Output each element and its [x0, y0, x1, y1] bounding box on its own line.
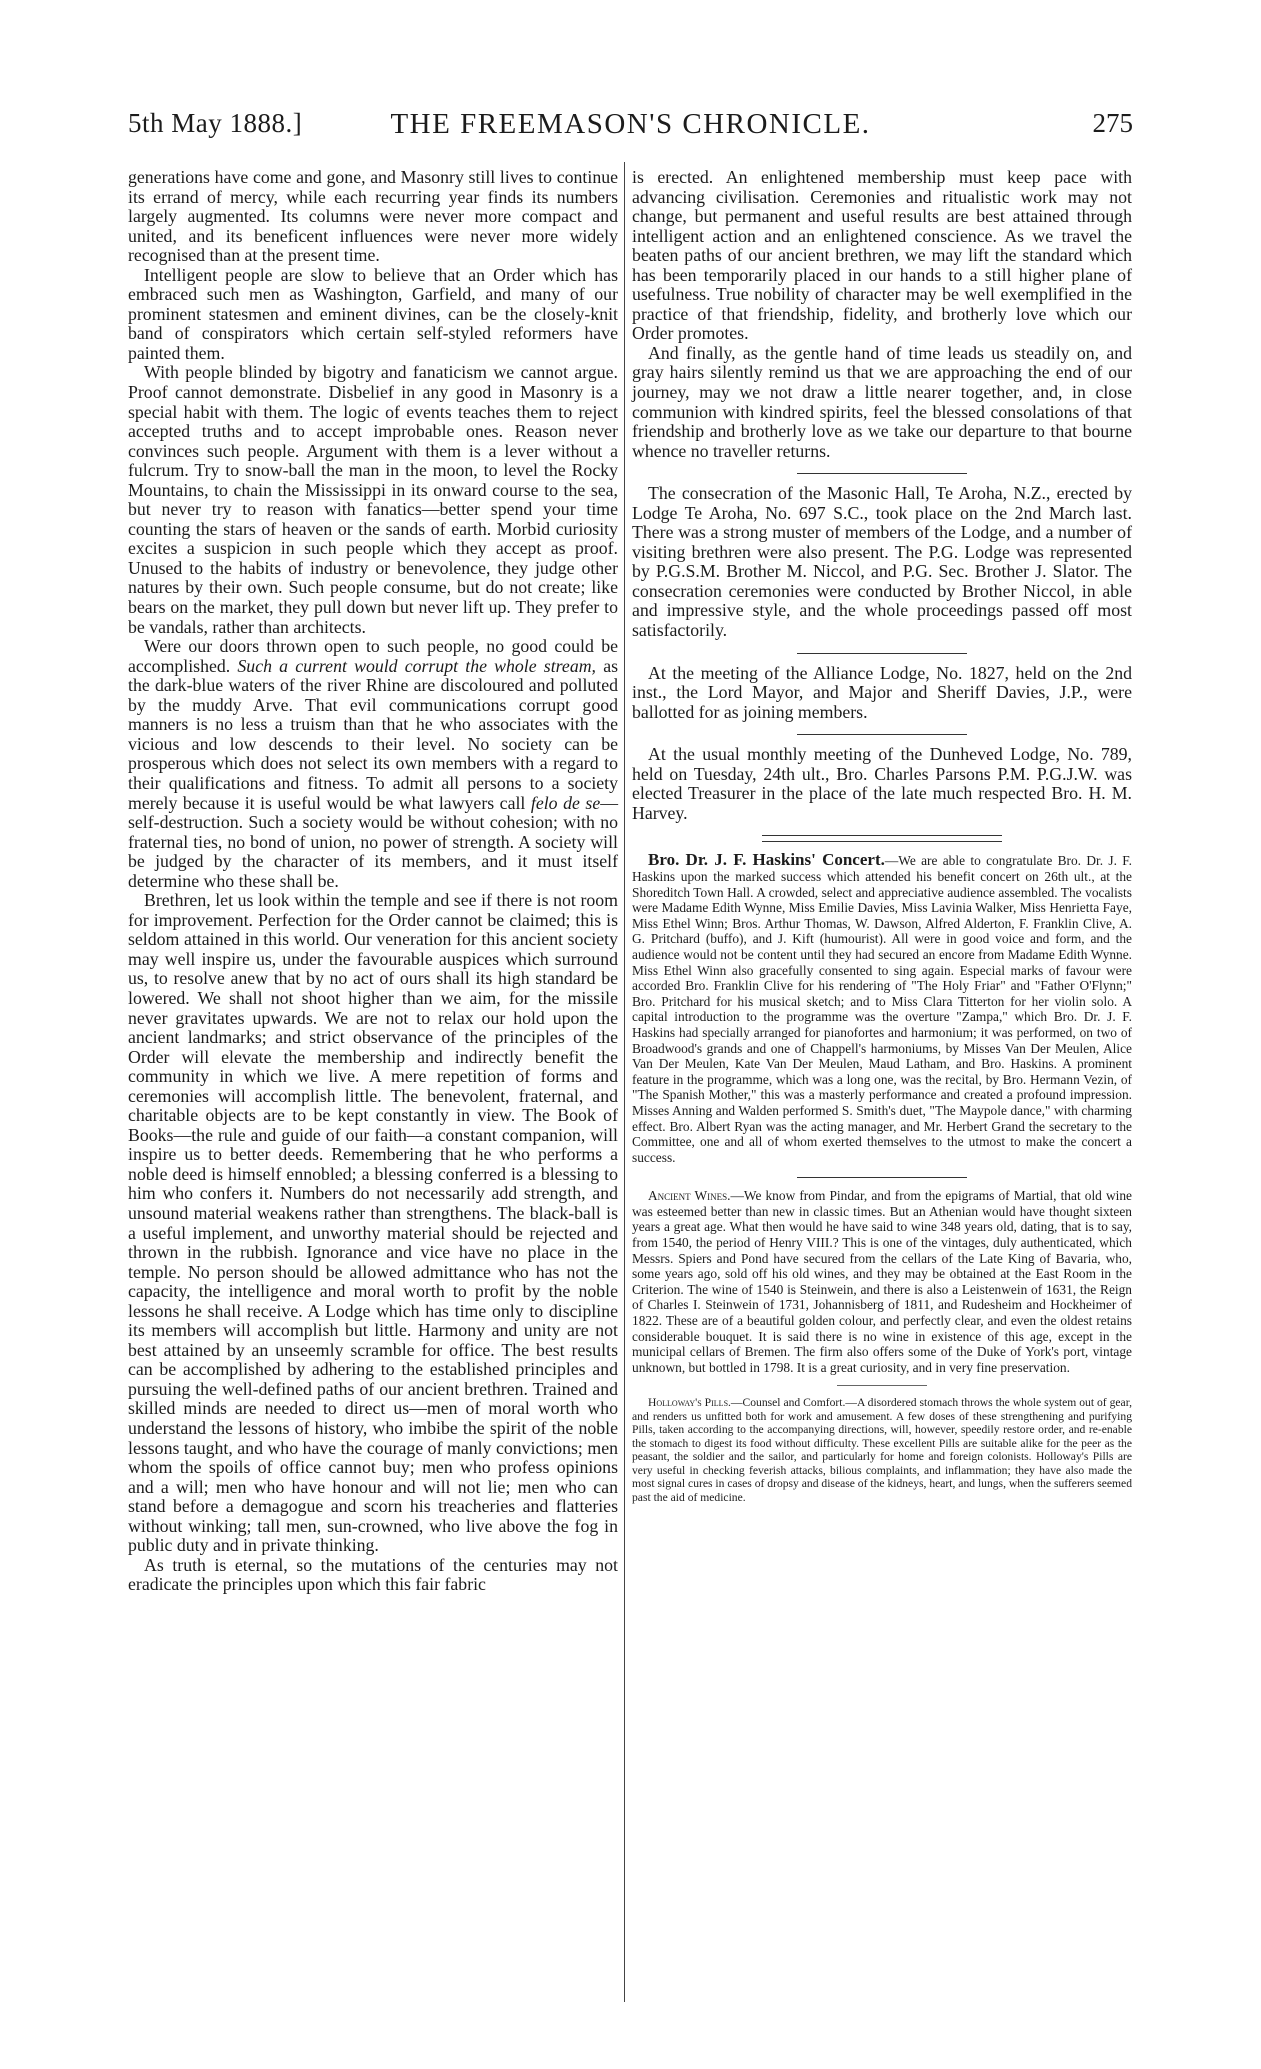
- right-column: [632, 168, 1132, 1504]
- article-continuation-paragraph: is erected. An enlightened membership must keep pace with advancing civilisation. Ceremonies and ritualistic work may not change, but permanent and useful results are best attained through intelligent action and an enlightened conscience. As we travel the beaten paths of our ancient brethren, we may lift the standard which has been temporarily placed in our hands to a still higher plane of usefulness. True nobility of character may be well exemplified in the practice of that friendship, fidelity, and brotherly love which our Order promotes.: [632, 167, 1132, 344]
- article-paragraph-6: As truth is eternal, so the mutations of the centuries may not eradicate the principles upon which this fair fabric: [128, 1554, 618, 1595]
- paragraph-4-italic-phrase: Such a current would corrupt the whole stream,: [237, 655, 596, 676]
- concert-body: —We are able to congratulate Bro. Dr. J. F. Haskins upon the marked success which attended his benefit concert on 26th ult., at the Shoreditch Town Hall. A crowded, select and appreciative audience assembled. The vocalists were Madame Edith Wynne, Miss Emilie Davies, Miss Lavinia Walker, Miss Henrietta Faye, Miss Ethel Winn; Bros. Arthur Thomas, W. Dawson, Alfred Alderton, F. Franklin Clive, A. G. Pritchard (buffo), and J. Kift (humourist). All were in good voice and form, and the audience would not be content until they had secured an encore from Madame Edith Wynne. Miss Ethel Winn also gracefully consented to sing again. Especial marks of favour were accorded Bro. Franklin Clive for his rendering of "The Holy Friar" and "Father O'Flynn;" Bro. Pritchard for his musical sketch; and to Miss Clara Titterton for her violin solo. A capital introduction to the programme was the overture "Zampa," which Bro. Dr. J. F. Haskins had specially arranged for pianofortes and harmonium; it was performed, on two of Broadwood's grands and one of Chappell's harmoniums, by Misses Van Der Meulen, Alice Van Der Meulen, Kate Van Der Meulen, Maud Latham, and Bro. Haskins. A prominent feature in the programme, which was a long one, was the recital, by Bro. Hermann Vezin, of "The Spanish Mother," this was a masterly performance and created a profound impression. Misses Anning and Walden performed S. Smith's duet, "The Maypole dance," with charming effect. Bro. Albert Ryan was the acting manager, and Mr. Herbert Grand the secretary to the Committee, one and all of whom exerted themselves to the utmost to make the concert a success.: [632, 853, 1132, 1165]
- section-divider: [837, 1385, 927, 1386]
- ancient-wines-body: —We know from Pindar, and from the epigrams of Martial, that old wine was esteemed better than new in classic times. But an Athenian would have thought sixteen years a great age. What then would he have said to wine 348 years old, dating, that is to say, from 1540, the period of Henry VIII.? This is one of the vintages, duly authenticated, which Messrs. Spiers and Pond have secured from the cellars of the Late King of Bavaria, who, some years ago, sold off his old wines, and they may be obtained at the East Room in the Criterion. The wine of 1540 is Steinwein, and there is also a Leistenwein of 1631, the Reign of Charles I. Steinwein of 1731, Johannisberg of 1811, and Rudesheim and Hockheimer of 1822. These are of a beautiful golden colour, and perfectly clear, and even the oldest retains considerable bouquet. It is said there is no wine in existence of this age, except in the municipal cellars of Bremen. The firm also offers some of the Duke of York's port, vintage unknown, but bottled in 1798. It is a great curiosity, and in very fine preservation.: [632, 1188, 1132, 1375]
- section-divider: [797, 1177, 967, 1178]
- felo-de-se-term: felo de se: [530, 792, 601, 813]
- section-divider: [797, 734, 967, 735]
- holloway-heading: Holloway's Pills.: [648, 1396, 731, 1410]
- section-divider: [797, 473, 967, 474]
- ancient-wines-heading: Ancient Wines.: [648, 1188, 731, 1204]
- ancient-wines-notice: [632, 1188, 1132, 1375]
- consecration-notice: The consecration of the Masonic Hall, Te Aroha, N.Z., erected by Lodge Te Aroha, No. 697 S.C., took place on the 2nd March last. There was a strong muster of members of the Lodge, and a number of visiting brethren were also present. The P.G. Lodge was represented by P.G.S.M. Brother M. Niccol, and P.G. Sec. Brother J. Slator. The consecration ceremonies were conducted by Brother Niccol, in able and impressive style, and the whole proceedings passed off most satisfactorily.: [632, 483, 1132, 641]
- publication-title: THE FREEMASON'S CHRONICLE.: [390, 108, 871, 140]
- holloway-body: —Counsel and Comfort.—A disordered stomach throws the whole system out of gear, and renders us unfitted both for work and amusement. A few doses of these strengthening and purifying Pills, taken according to the accompanying directions, will, however, speedily restore order, and re-enable the stomach to digest its food without difficulty. These excellent Pills are suitable alike for the peer as the peasant, the soldier and the sailor, and particularly for home and foreign colonists. Holloway's Pills are very useful in checking feverish attacks, bilious complaints, and inflammation; they have also made the most signal cures in cases of dropsy and disease of the kidneys, heart, and lungs, when the sufferers seemed past the aid of medicine.: [632, 1396, 1133, 1504]
- concert-heading: Bro. Dr. J. F. Haskins' Concert.: [648, 850, 885, 870]
- paragraph-4-part-a: Were our doors thrown open to such people, no good could be accomplished.: [128, 636, 618, 676]
- issue-date: 5th May 1888.]: [128, 108, 303, 138]
- holloway-advertisement: [632, 1396, 1132, 1504]
- column-divider: [624, 162, 625, 2002]
- left-column: [128, 168, 618, 1595]
- article-paragraph-3: With people blinded by bigotry and fanaticism we cannot argue. Proof cannot demonstrate. Disbelief in any good in Masonry is a special habit with them. The logic of events teaches them to reject accepted truths and to accept improbable ones. Reason never convinces such people. Argument with them is a lever without a fulcrum. Try to snow-ball the man in the moon, to level the Rocky Mountains, to chain the Mississippi in its onward course to the sea, but never try to reason with fanatics—better spend your time counting the stars of heaven or the sands of earth. Morbid curiosity excites a suspicion in such people which they accept as proof. Unused to the habits of industry or benevolence, they judge other natures by their own. Such people consume, but do not create; like bears on the market, they pull down but never lift up. They prefer to be vandals, rather than architects.: [128, 362, 618, 637]
- article-paragraph-4: [128, 637, 618, 891]
- article-paragraph-1: generations have come and gone, and Masonry still lives to continue its errand of mercy, while each recurring year finds its numbers largely augmented. Its columns were never more compact and united, and its beneficent influences were never more widely recognised than at the present time.: [128, 167, 618, 266]
- concert-notice: [632, 852, 1132, 1165]
- article-closing-paragraph: And finally, as the gentle hand of time leads us steadily on, and gray hairs silently remind us that we are approaching the end of our journey, may we not draw a little nearer together, and, in close communion with kindred spirits, feel the blessed consolations of that friendship and brotherly love as we take our departure to that bourne whence no traveller returns.: [632, 342, 1132, 461]
- section-divider: [797, 653, 967, 654]
- article-paragraph-5: Brethren, let us look within the temple and see if there is not room for improvement. Perfection for the Order cannot be claimed; this is seldom attained in this world. Our veneration for this ancient society may well inspire us, under the favourable auspices which surround us, to resolve anew that by no act of ours shall its high standard be lowered. We shall not shoot higher than we aim, for the missile never gravitates upwards. We are not to relax our hold upon the ancient landmarks; and strict observance of the principles of the Order will elevate the membership and indirectly benefit the community in which we live. A mere repetition of forms and ceremonies will accomplish little. The benevolent, fraternal, and charitable objects are to be kept constantly in view. The Book of Books—the rule and guide of our faith—a constant companion, will inspire us to better deeds. Remembering that he who performs a noble deed is himself ennobled; a blessing conferred is a blessing to him who confers it. Numbers do not necessarily add strength, and unsound material weakens rather than strengthens. The black-ball is a useful implement, and unworthy material should be rejected and thrown in the rubbish. Ignorance and vice have no place in the temple. No person should be allowed admittance who has not the capacity, the intelligence and moral worth to profit by the noble lessons he shall receive. A Lodge which has time only to discipline its members will accomplish but little. Harmony and unity are not best attained by an unseemly scramble for office. The best results can be accomplished by adhering to the established principles and pursuing the well-defined paths of our ancient brethren. Trained and skilled minds are needed to direct us—men of moral worth who understand the lessons of history, who imbibe the spirit of the noble lessons taught, and who have the courage of manly convictions; men whom the spoils of office cannot buy; men who profess opinions and a will; men who have honour and will not lie; men who can stand before a demagogue and scorn his treacheries and flatteries without winking; tall men, sun-crowned, who live above the fog in public duty and in private thinking.: [128, 890, 618, 1556]
- page-number: 275: [1092, 108, 1133, 138]
- alliance-lodge-notice: At the meeting of the Alliance Lodge, No. 1827, held on the 2nd inst., the Lord Mayor, and Major and Sheriff Davies, J.P., were ballotted for as joining members.: [632, 662, 1132, 722]
- page-header: [128, 108, 1133, 142]
- paragraph-4-part-e: —self-destruction. Such a society would be without cohesion; with no fraternal ties, no bond of union, no power of strength. A society will be judged by the character of its members, and it must itself determine who these shall be.: [128, 792, 618, 891]
- double-rule-divider: [762, 835, 1002, 842]
- dunheved-lodge-notice: At the usual monthly meeting of the Dunheved Lodge, No. 789, held on Tuesday, 24th ult., Bro. Charles Parsons P.M. P.G.J.W. was elected Treasurer in the place of the late much respected Bro. H. M. Harvey.: [632, 744, 1132, 823]
- paragraph-4-part-c: as the dark-blue waters of the river Rhine are discoloured and polluted by the muddy Arve. That evil communications corrupt good manners is no less a truism than that he who associates with the vicious and low descends to their level. No society can be prosperous which does not select its own members with a regard to their qualifications and fitness. To admit all persons to a society merely because it is useful would be what lawyers call: [128, 655, 618, 813]
- article-paragraph-2: Intelligent people are slow to believe that an Order which has embraced such men as Washington, Garfield, and many of our prominent statesmen and eminent divines, can be the closely-knit band of conspirators which certain self-styled reformers have painted them.: [128, 264, 618, 363]
